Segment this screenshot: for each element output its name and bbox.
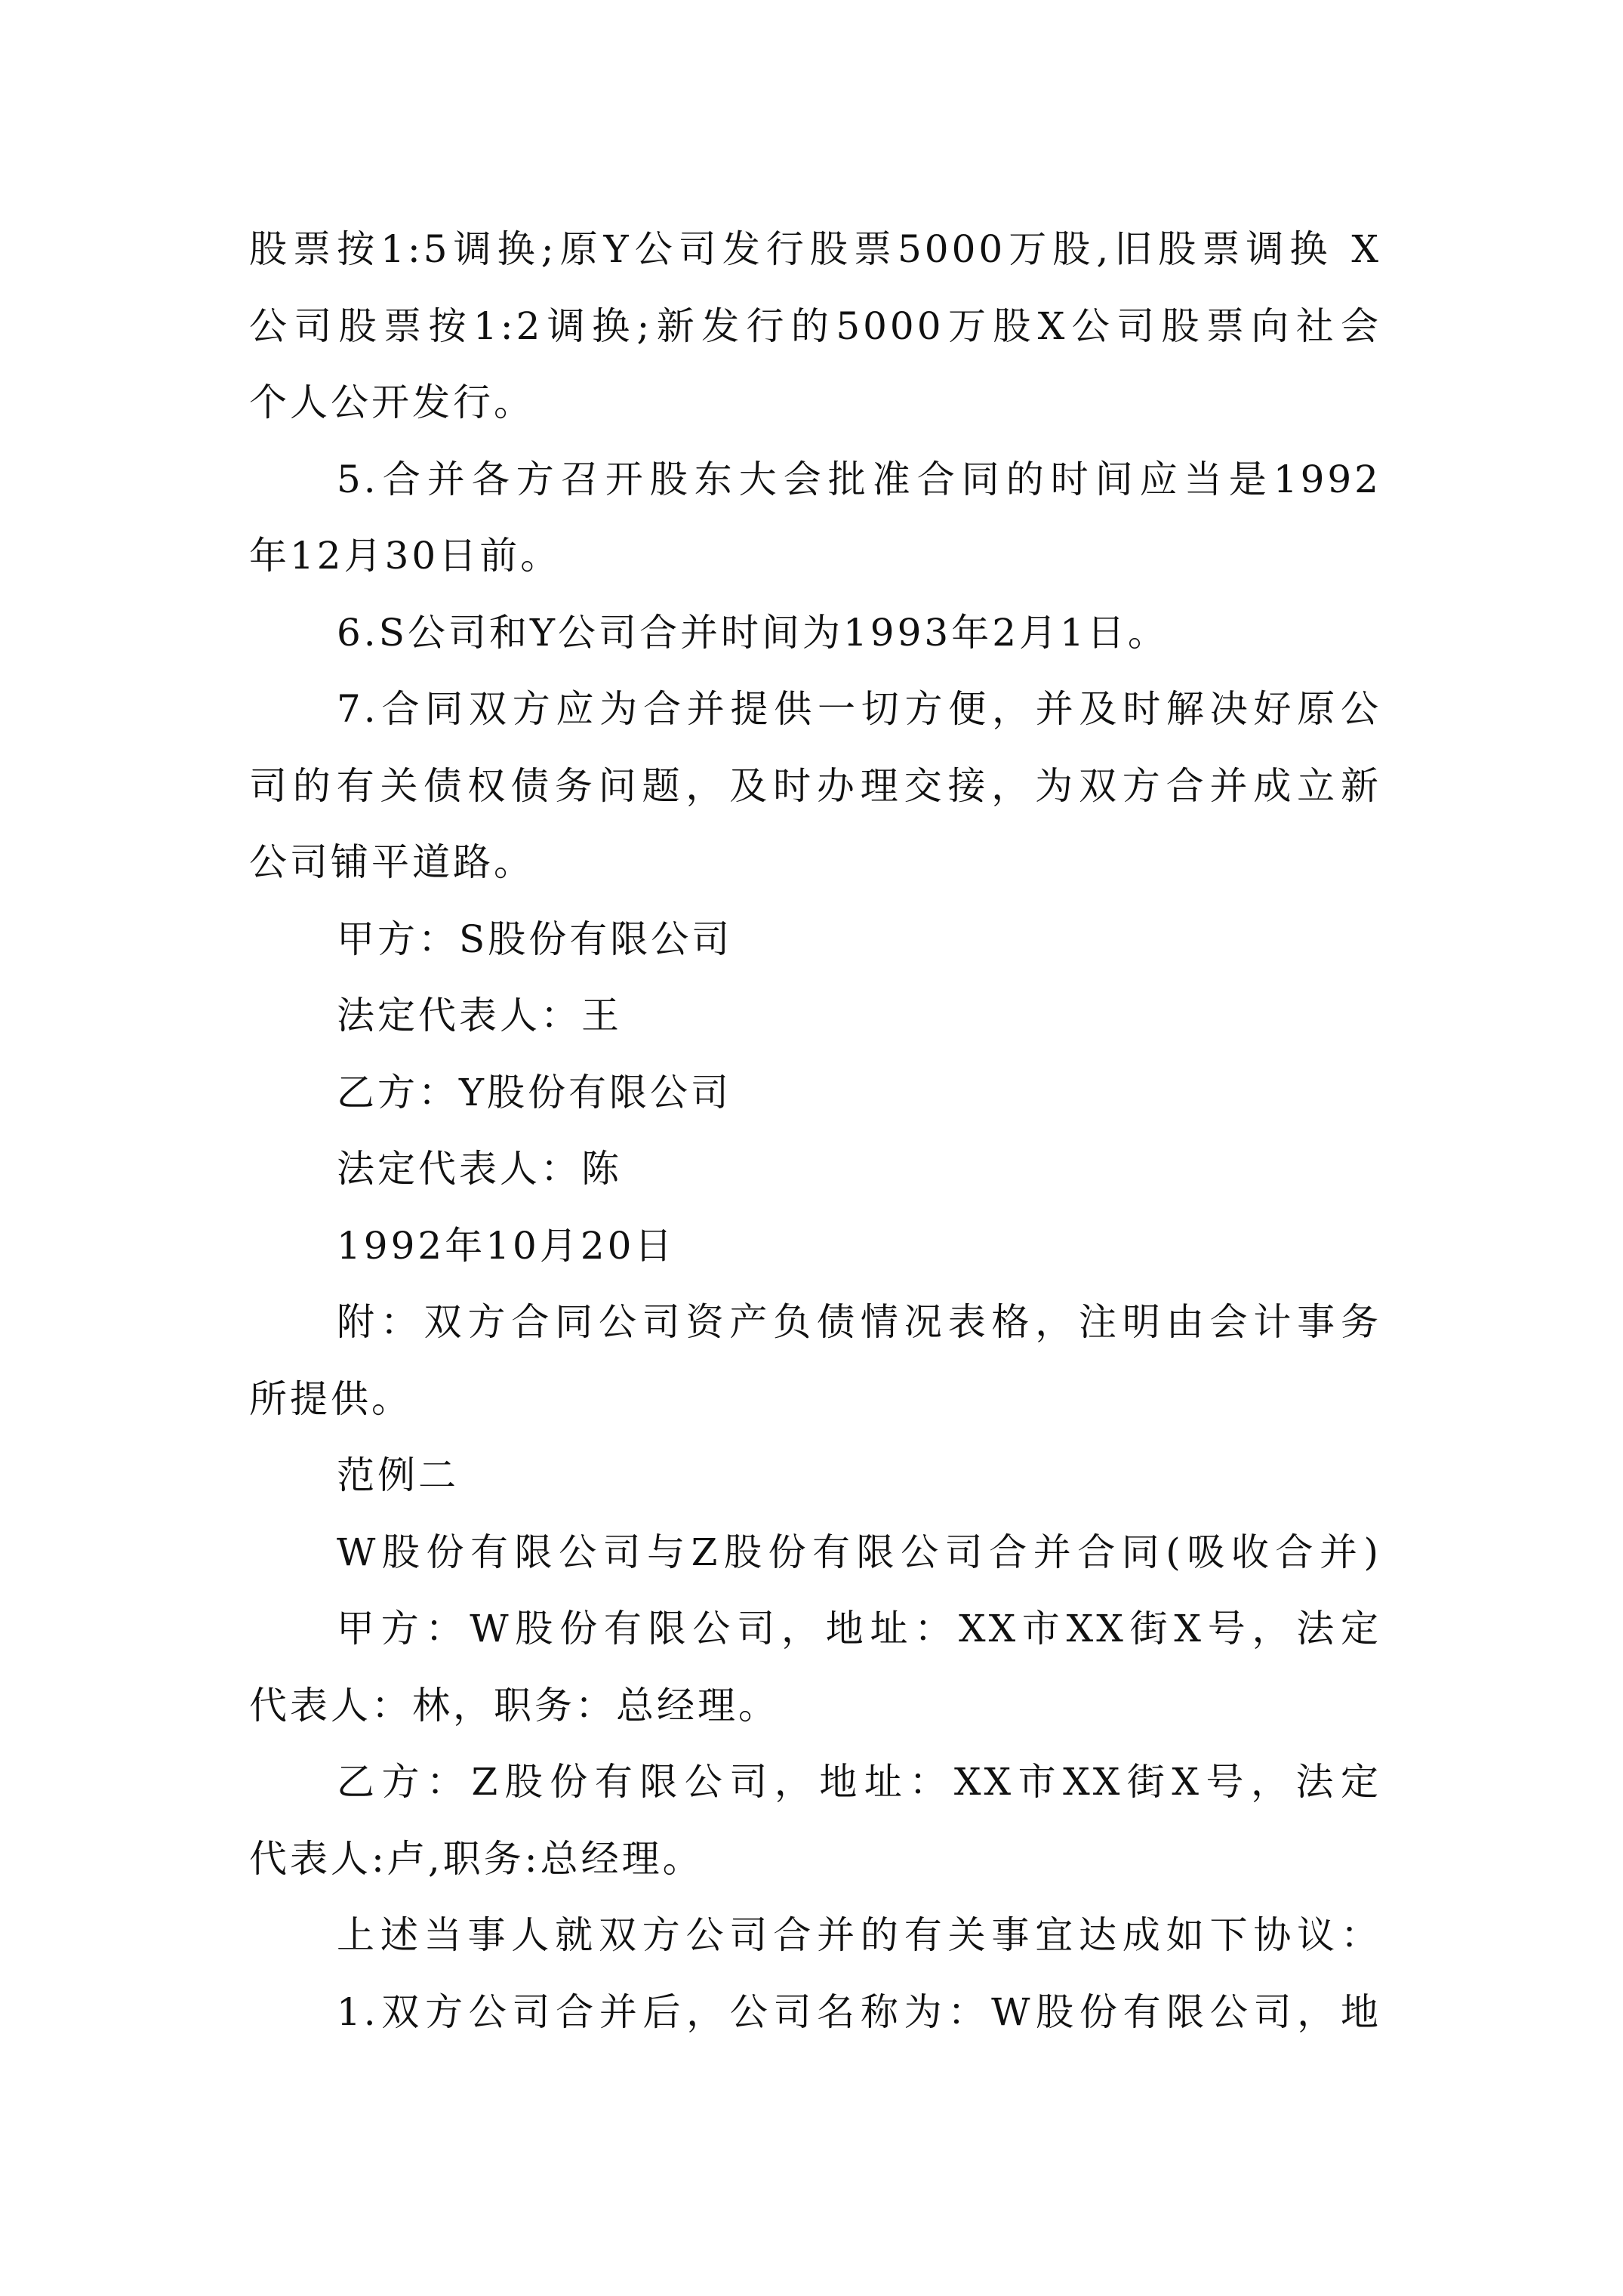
text-line: 年12月30日前。 bbox=[249, 534, 562, 578]
example-two-heading: 范例二 bbox=[337, 1453, 459, 1497]
text-line: 股票按1:5调换;原Y公司发行股票5000万股,旧股票调换 X bbox=[249, 227, 1381, 271]
agreement-intro: 上述当事人就双方公司合并的有关事宜达成如下协议： bbox=[337, 1913, 1381, 1957]
party-a-representative: 法定代表人：王 bbox=[337, 994, 622, 1037]
clause-7: 7.合同双方应为合并提供一切方便，并及时解决好原公 bbox=[337, 687, 1381, 731]
clause-6: 6.S公司和Y公司合并时间为1993年2月1日。 bbox=[337, 610, 1169, 655]
party-a-details: 甲方：W股份有限公司，地址：XX市XX街X号，法定 bbox=[337, 1607, 1381, 1650]
text-line: 公司铺平道路。 bbox=[249, 840, 534, 884]
text-line: 代表人：林，职务：总经理。 bbox=[249, 1683, 779, 1727]
party-b: 乙方：Y股份有限公司 bbox=[337, 1070, 732, 1114]
party-a: 甲方：S股份有限公司 bbox=[337, 917, 733, 961]
party-b-details: 乙方：Z股份有限公司，地址：XX市XX街X号，法定 bbox=[337, 1760, 1382, 1804]
text-line: 司的有关债权债务问题，及时办理交接，为双方合并成立新 bbox=[249, 763, 1381, 808]
clause-1: 1.双方公司合并后，公司名称为：W股份有限公司，地 bbox=[337, 1989, 1381, 2034]
contract-title: W股份有限公司与Z股份有限公司合并合同(吸收合并) bbox=[337, 1530, 1381, 1574]
text-line: 公司股票按1:2调换;新发行的5000万股X公司股票向社会 bbox=[249, 304, 1381, 348]
signing-date: 1992年10月20日 bbox=[337, 1223, 676, 1268]
attachment-note: 附：双方合同公司资产负债情况表格，注明由会计事务 bbox=[337, 1300, 1381, 1344]
text-line: 个人公开发行。 bbox=[249, 381, 534, 424]
party-b-representative: 法定代表人：陈 bbox=[337, 1147, 622, 1191]
document-body bbox=[249, 211, 1381, 2051]
text-line: 代表人:卢,职务:总经理。 bbox=[249, 1836, 704, 1881]
text-line: 所提供。 bbox=[249, 1376, 412, 1421]
clause-5: 5.合并各方召开股东大会批准合同的时间应当是1992 bbox=[337, 457, 1381, 501]
